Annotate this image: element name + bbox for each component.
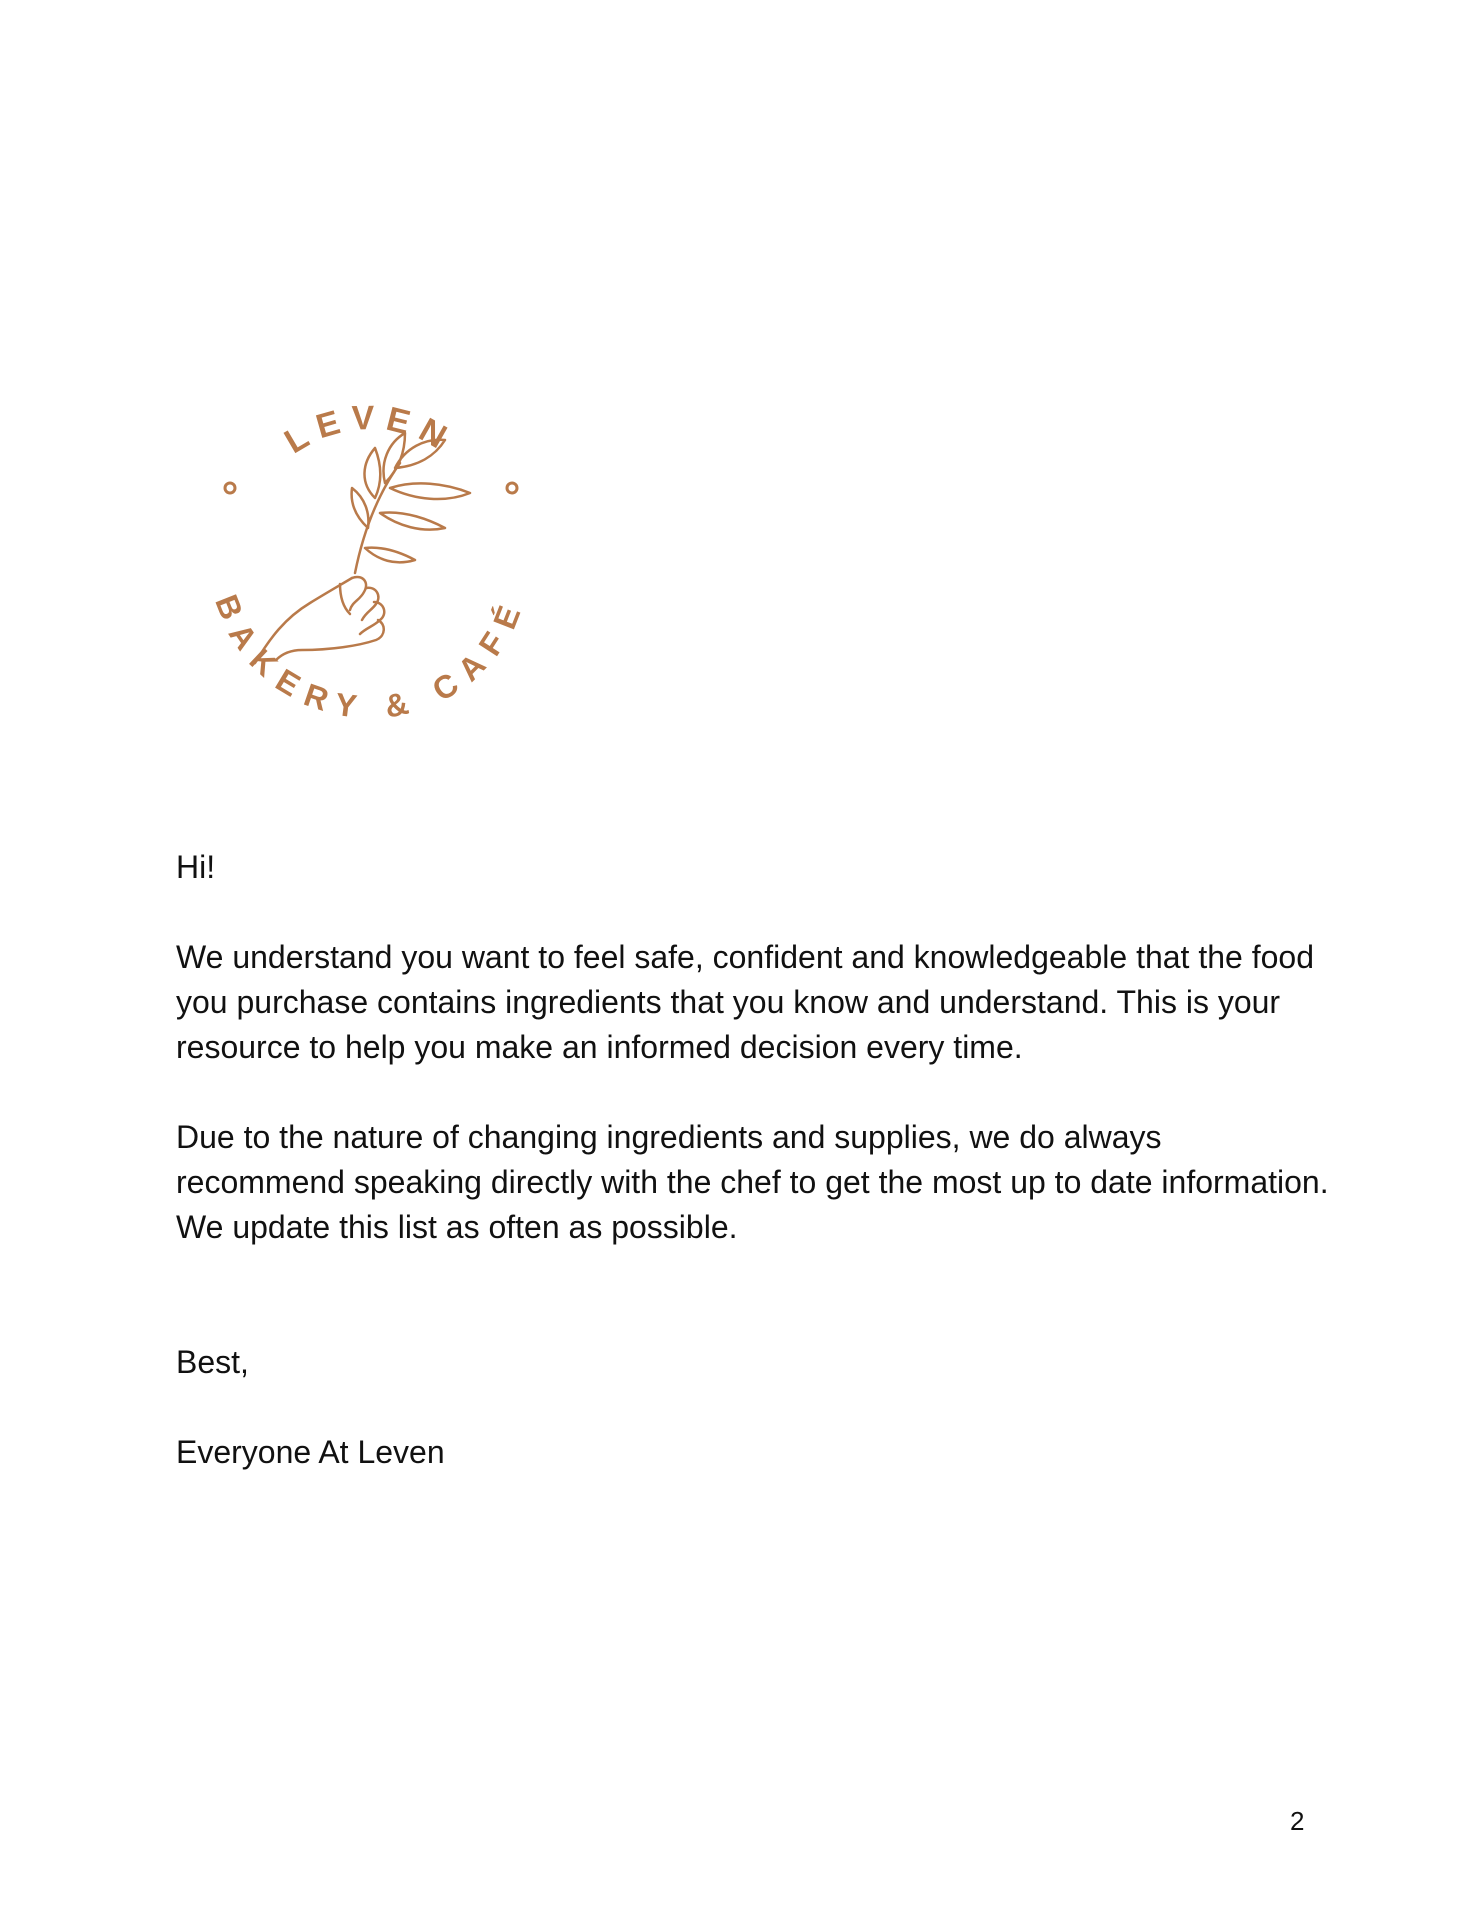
logo-dot-left (225, 483, 235, 493)
logo-name-text: LEVEN (278, 399, 462, 462)
letter-paragraph-2: Due to the nature of changing ingredients and supplies, we do always recommend speaking directly with the chef to get the most up to date information. We update this list as often as possible. (176, 1119, 1329, 1245)
logo-subtitle-text: BAKERY & CAFÉ (208, 589, 532, 726)
letter-greeting: Hi! (176, 849, 216, 885)
page-number: 2 (1290, 1806, 1305, 1836)
letter-signature: Everyone At Leven (176, 1434, 445, 1470)
hand-branch-icon (255, 433, 470, 663)
letter-paragraph-1: We understand you want to feel safe, confident and knowledgeable that the food you purchase contains ingredients that you know and understand. This is your resource to help you make an informed decision every time. (176, 939, 1314, 1065)
logo-dot-right (507, 483, 517, 493)
leven-logo (190, 388, 550, 728)
letter-closing: Best, (176, 1344, 249, 1380)
